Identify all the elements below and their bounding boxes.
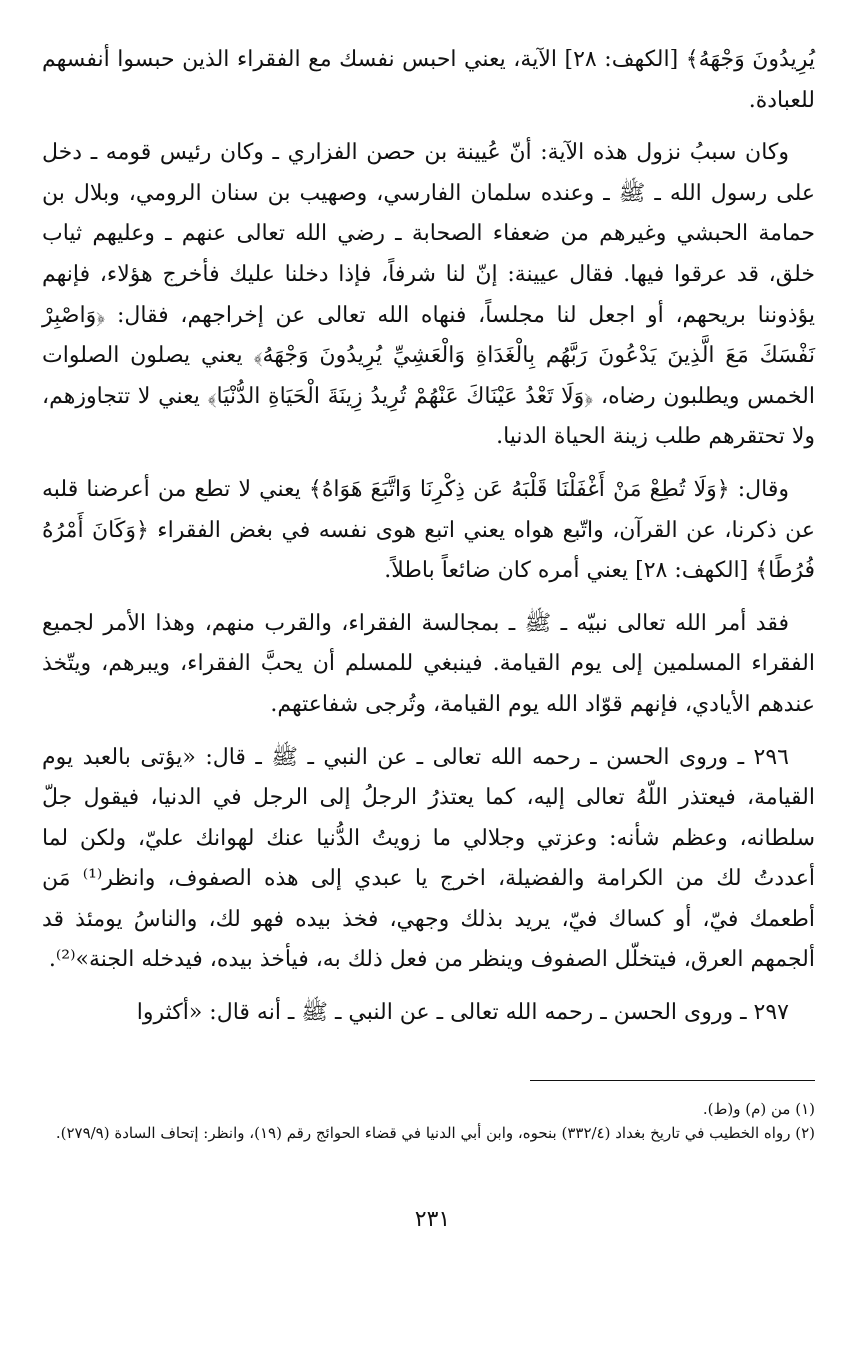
page-number: ٢٣١ — [414, 1207, 451, 1232]
main-text — [42, 40, 815, 1034]
footnotes — [42, 1097, 815, 1145]
hadith-296: ٢٩٦ ـ وروى الحسن ـ رحمه الله تعالى ـ عن النبي ـ ﷺ ـ قال: «يؤتى بالعبد يوم القيامة، فيعتذر اللّهُ تعالى إليه، كما يعتذرُ الرجلُ إلى الرجل في الدنيا، فيقول جلّ سلطانه، وعظم شأنه: وعزتي وجلالي ما زويتُ الدُّنيا عنك لهوانك عليّ، ولكن لما أعددتُ لك من الكرامة والفضيلة، اخرج يا عبدي إلى هذه الصفوف، وانظر⁽¹⁾ مَن أطعمك فيّ، أو كساك فيّ، يريد بذلك وجهي، فخذ بيده فهو لك، والناسُ يومئذ قد ألجمهم العرق، فيتخلّل الصفوف وينظر من فعل ذلك به، فيأخذ بيده، فيدخله الجنة»⁽²⁾. — [42, 744, 815, 973]
paragraph-do-not-obey: وقال: ﴿وَلَا تُطِعْ مَنْ أَغْفَلْنَا قَلْبَهُ عَن ذِكْرِنَا وَاتَّبَعَ هَوَاهُ﴾ يعني لا تطع من أعرضنا قلبه عن ذكرنا، عن القرآن، واتّبع هواه يعني اتبع هوى نفسه في بغض الفقراء ﴿وَكَانَ أَمْرُهُ فُرُطًا﴾ [الكهف: ٢٨] يعني أمره كان ضائعاً باطلاً. — [42, 476, 815, 584]
footnote-1: (١) من (م) و(ط). — [702, 1100, 815, 1118]
paragraph-continuation: يُرِيدُونَ وَجْهَهُ﴾ [الكهف: ٢٨] الآية، يعني احبس نفسك مع الفقراء الذين حبسوا أنفسهم للعبادة. — [42, 47, 815, 113]
paragraph-revelation-cause: وكان سببُ نزول هذه الآية: أنّ عُيينة بن حصن الفزاري ـ وكان رئيس قومه ـ دخل على رسول الله ـ ﷺ ـ وعنده سلمان الفارسي، وصهيب بن سنان الرومي، وبلال بن حمامة الحبشي وغيرهم من ضعفاء الصحابة ـ رضي الله تعالى عنهم ـ وعليهم ثياب خلق، قد عرقوا فيها. فقال عيينة: إنّ لنا شرفاً، فإذا دخلنا عليك فأخرج هؤلاء، فإنهم يؤذوننا بريحهم، أو اجعل لنا مجلساً، فنهاه الله تعالى عن إخراجهم، فقال: ﴿وَاصْبِرْ نَفْسَكَ مَعَ الَّذِينَ يَدْعُونَ رَبَّهُم بِالْغَدَاةِ وَالْعَشِيِّ يُرِيدُونَ وَجْهَهُ﴾ يعني يصلون الصلوات الخمس ويطلبون رضاه، ﴿وَلَا تَعْدُ عَيْنَاكَ عَنْهُمْ تُرِيدُ زِينَةَ الْحَيَاةِ الدُّنْيَا﴾ يعني لا تتجاوزهم، ولا تحتقرهم طلب زينة الحياة الدنيا. — [42, 140, 815, 450]
footnote-2: (٢) رواه الخطيب في تاريخ بغداد (٣٣٢/٤) بنحوه، وابن أبي الدنيا في قضاء الحوائج رقم (١٩)، وانظر: إتحاف السادة (٢٧٩/٩). — [55, 1124, 815, 1142]
hadith-297: ٢٩٧ ـ وروى الحسن ـ رحمه الله تعالى ـ عن النبي ـ ﷺ ـ أنه قال: «أكثروا — [136, 1000, 789, 1026]
footnote-divider — [530, 1080, 815, 1081]
paragraph-poor-companionship: فقد أمر الله تعالى نبيّه ـ ﷺ ـ بمجالسة الفقراء، والقرب منهم، وهذا الأمر لجميع الفقراء المسلمين إلى يوم القيامة. فينبغي للمسلم أن يحبَّ الفقراء، ويبرهم، ويتّخذ عندهم الأيادي، فإنهم قوّاد الله يوم القيامة، وتُرجى شفاعتهم. — [42, 610, 815, 717]
